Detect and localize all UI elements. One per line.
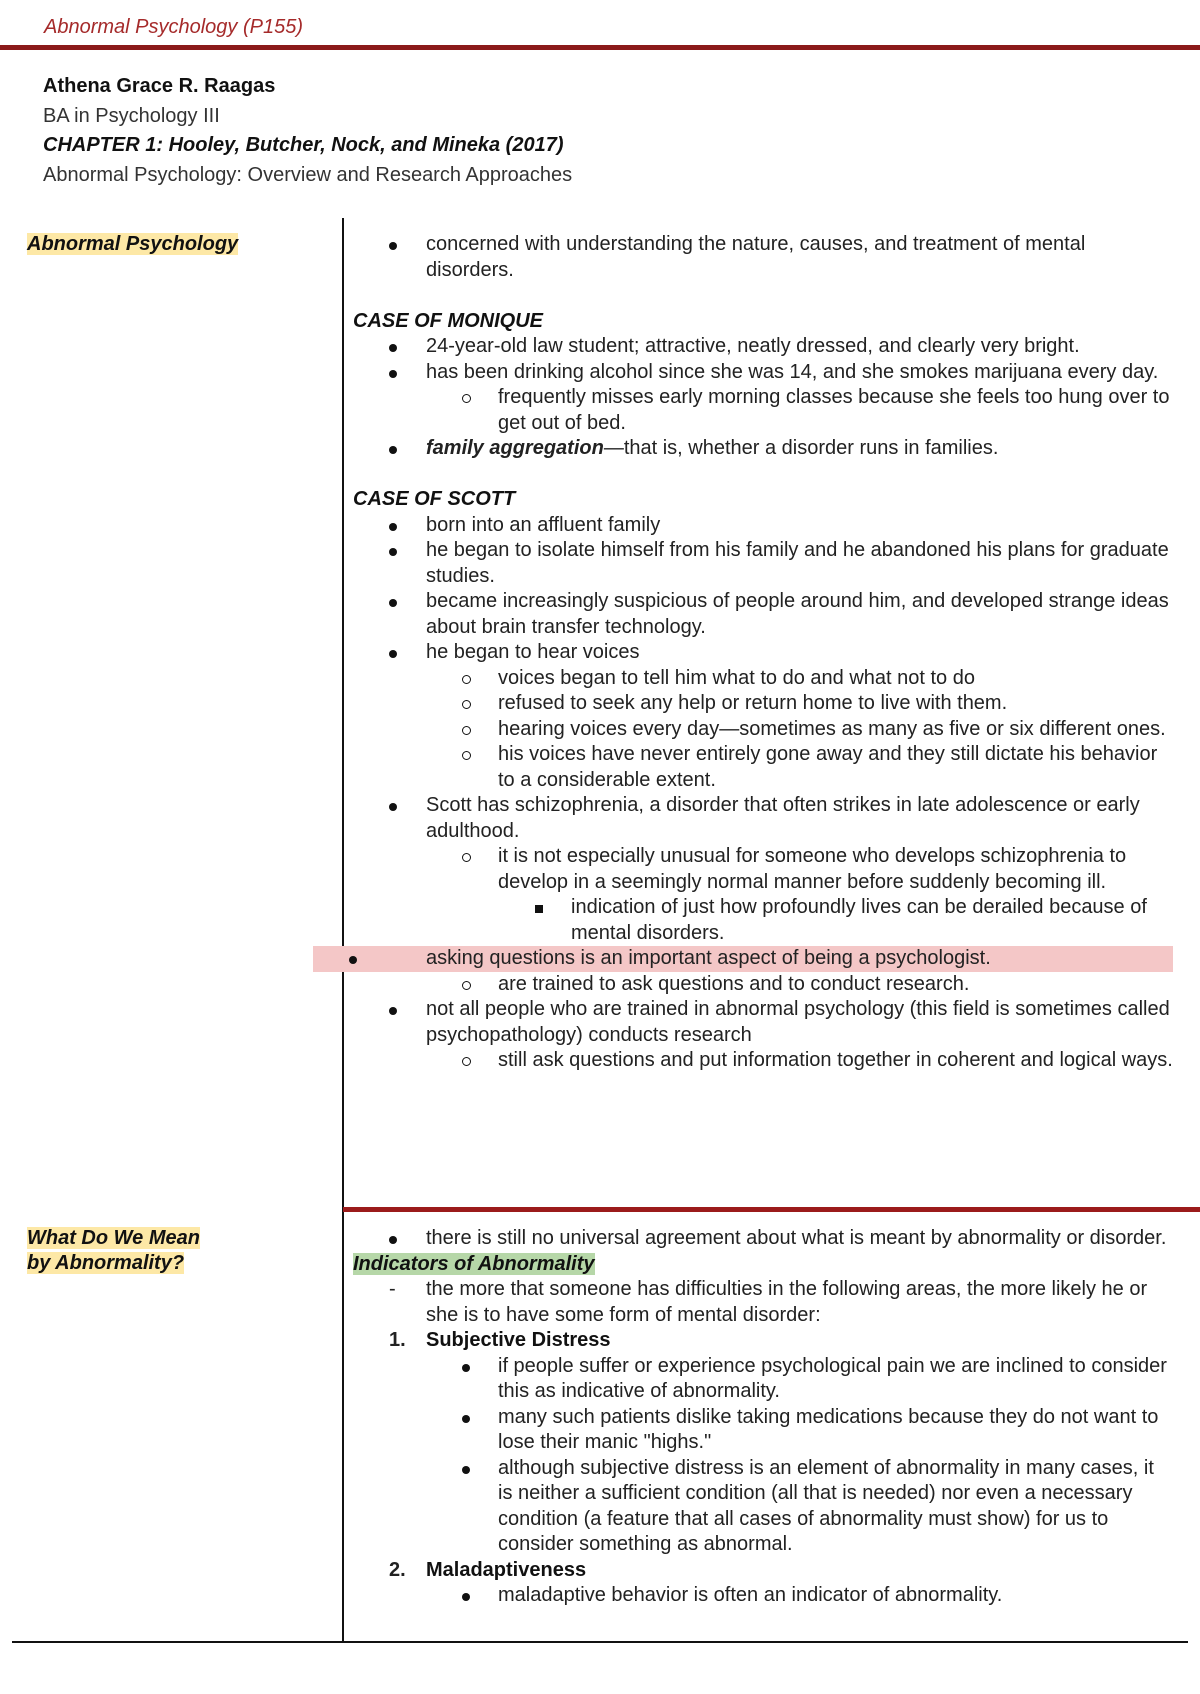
list-item: family aggregation—that is, whether a disorder runs in families. bbox=[353, 436, 1173, 462]
list-item: he began to hear voices bbox=[353, 640, 1173, 666]
section-label-abnormal-psychology bbox=[27, 232, 238, 257]
section-label-text: by Abnormality? bbox=[27, 1252, 185, 1274]
chapter-subtitle: Abnormal Psychology: Overview and Research Approaches bbox=[43, 163, 573, 186]
bullet-circle-icon bbox=[462, 751, 471, 760]
bullet-dot-icon bbox=[389, 242, 397, 250]
list-item: voices began to tell him what to do and what not to do bbox=[353, 666, 1173, 692]
bullet-dot-icon bbox=[389, 446, 397, 454]
bullet-dot-icon bbox=[389, 344, 397, 352]
list-item: Scott has schizophrenia, a disorder that often strikes in late adolescence or early adulthood. bbox=[353, 793, 1173, 844]
column-divider bbox=[342, 218, 344, 1642]
chapter-line: CHAPTER 1: Hooley, Butcher, Nock, and Mineka (2017) bbox=[43, 134, 564, 156]
list-item: it is not especially unusual for someone who develops schizophrenia to develop in a seemingly normal manner before suddenly becoming ill. bbox=[353, 844, 1173, 895]
document-header-title: Abnormal Psychology (P155) bbox=[44, 16, 304, 38]
bullet-circle-icon bbox=[462, 394, 471, 403]
bullet-circle-icon bbox=[462, 700, 471, 709]
list-item: has been drinking alcohol since she was 14, and she smokes marijuana every day. bbox=[353, 360, 1173, 386]
bullet-dot-icon bbox=[389, 599, 397, 607]
highlighted-list-item: asking questions is an important aspect of being a psychologist. bbox=[313, 946, 1173, 972]
list-item: born into an affluent family bbox=[353, 513, 1173, 539]
bullet-circle-icon bbox=[462, 853, 471, 862]
list-item: - the more that someone has difficulties in the following areas, the more likely he or she is to have some form of mental disorder: bbox=[389, 1278, 1148, 1326]
dash-marker: - bbox=[389, 1278, 396, 1300]
bullet-circle-icon bbox=[462, 1057, 471, 1066]
numbered-item bbox=[353, 1558, 1173, 1584]
numbered-item bbox=[353, 1328, 1173, 1354]
list-item: became increasingly suspicious of people around him, and developed strange ideas about brain transfer technology. bbox=[353, 589, 1173, 640]
key-term: family aggregation bbox=[426, 437, 604, 459]
list-item: hearing voices every day—sometimes as many as five or six different ones. bbox=[353, 717, 1173, 743]
list-item: although subjective distress is an element of abnormality in many cases, it is neither a sufficient condition (all that is needed) nor even a necessary condition (a feature that all cases of abnormality must show) for us to consider something as abnormal. bbox=[353, 1456, 1173, 1558]
section-divider bbox=[343, 1207, 1200, 1212]
bullet-dot-icon bbox=[389, 1007, 397, 1015]
section-label-text: Abnormal Psychology bbox=[27, 233, 239, 255]
program-line: BA in Psychology III bbox=[43, 104, 220, 127]
list-item: are trained to ask questions and to conduct research. bbox=[353, 972, 1173, 998]
list-item: maladaptive behavior is often an indicator of abnormality. bbox=[353, 1583, 1173, 1609]
item-title: Maladaptiveness bbox=[426, 1558, 587, 1581]
list-item: still ask questions and put information together in coherent and logical ways. bbox=[353, 1048, 1173, 1074]
bullet-dot-icon bbox=[349, 956, 357, 964]
list-item: there is still no universal agreement about what is meant by abnormality or disorder. bbox=[353, 1226, 1173, 1252]
bullet-dot-icon bbox=[389, 650, 397, 658]
document-meta bbox=[43, 72, 572, 190]
list-item: if people suffer or experience psychological pain we are inclined to consider this as indicative of abnormality. bbox=[353, 1354, 1173, 1405]
item-title: Subjective Distress bbox=[426, 1329, 611, 1351]
bullet-dot-icon bbox=[389, 1236, 397, 1244]
bullet-square-icon bbox=[535, 905, 543, 913]
header-rule bbox=[0, 45, 1200, 50]
bullet-dot-icon bbox=[462, 1593, 470, 1601]
author-name: Athena Grace R. Raagas bbox=[43, 75, 276, 97]
bullet-circle-icon bbox=[462, 675, 471, 684]
bullet-dot-icon bbox=[389, 370, 397, 378]
bullet-circle-icon bbox=[462, 726, 471, 735]
list-item: many such patients dislike taking medications because they do not want to lose their manic "highs." bbox=[353, 1405, 1173, 1456]
bullet-dot-icon bbox=[462, 1466, 470, 1474]
bullet-dot-icon bbox=[389, 548, 397, 556]
list-item: refused to seek any help or return home to live with them. bbox=[353, 691, 1173, 717]
list-item: not all people who are trained in abnormal psychology (this field is sometimes called psychopathology) conducts research bbox=[353, 997, 1173, 1048]
bullet-dot-icon bbox=[389, 523, 397, 531]
list-item: 24-year-old law student; attractive, neatly dressed, and clearly very bright. bbox=[353, 334, 1173, 360]
case-heading-scott: CASE OF SCOTT bbox=[353, 488, 516, 510]
section-label-what-is-abnormality bbox=[27, 1226, 200, 1276]
bullet-dot-icon bbox=[462, 1364, 470, 1372]
item-number: 2. bbox=[389, 1558, 406, 1581]
list-item: he began to isolate himself from his family and he abandoned his plans for graduate studies. bbox=[353, 538, 1173, 589]
bullet-dot-icon bbox=[462, 1415, 470, 1423]
list-item: his voices have never entirely gone away and they still dictate his behavior to a considerable extent. bbox=[353, 742, 1173, 793]
bottom-rule bbox=[12, 1641, 1188, 1643]
bullet-circle-icon bbox=[462, 981, 471, 990]
bullet-dot-icon bbox=[389, 803, 397, 811]
item-number: 1. bbox=[389, 1329, 406, 1351]
case-heading-monique: CASE OF MONIQUE bbox=[353, 309, 544, 332]
subheading-indicators: Indicators of Abnormality bbox=[353, 1252, 595, 1275]
section-content-abnormal-psychology bbox=[353, 232, 1173, 1074]
section-content-what-is-abnormality bbox=[353, 1226, 1173, 1609]
list-item: indication of just how profoundly lives can be derailed because of mental disorders. bbox=[353, 895, 1173, 946]
list-item: concerned with understanding the nature, causes, and treatment of mental disorders. bbox=[353, 232, 1173, 283]
list-item: frequently misses early morning classes because she feels too hung over to get out of bed. bbox=[353, 385, 1173, 436]
section-label-text: What Do We Mean bbox=[27, 1227, 200, 1249]
